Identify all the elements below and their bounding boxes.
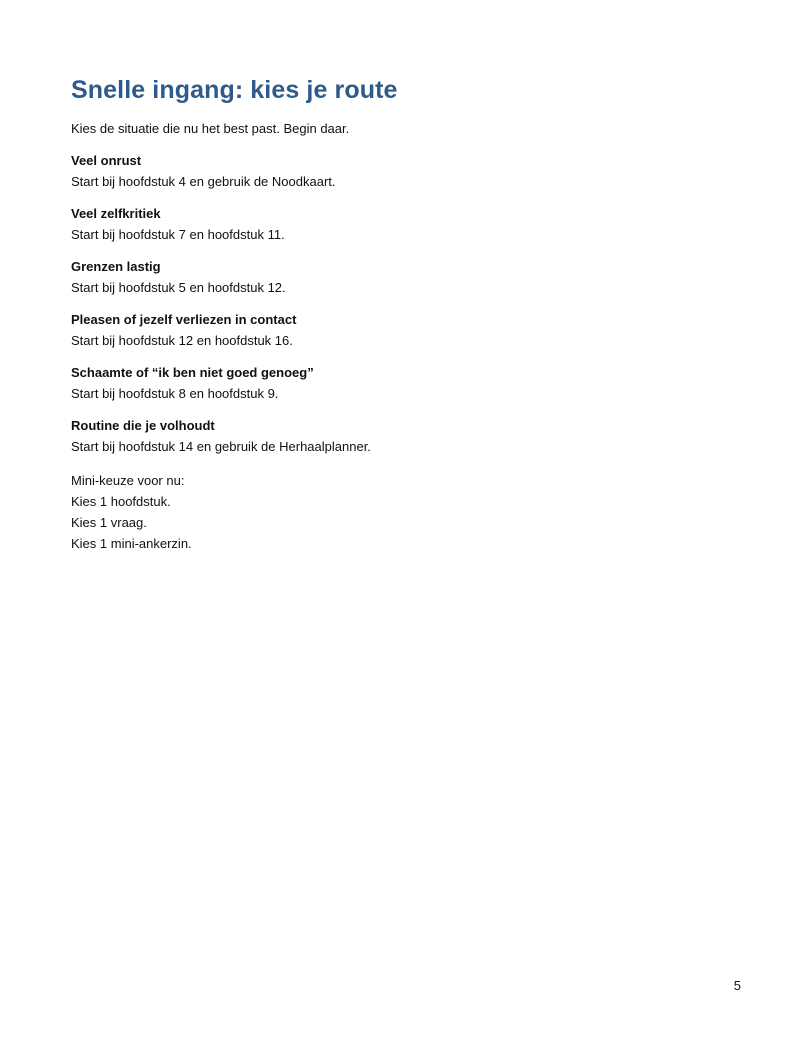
mini-choice-section — [71, 470, 731, 554]
mini-choice-label: Mini-keuze voor nu: — [71, 473, 185, 488]
page-number: 5 — [733, 978, 741, 993]
route-heading: Veel zelfkritiek — [71, 206, 161, 221]
route-section-boundaries — [71, 258, 731, 296]
mini-choice-item: Kies 1 vraag. — [71, 515, 147, 530]
route-instruction: Start bij hoofdstuk 12 en hoofdstuk 16. — [71, 333, 293, 348]
route-section-unrest — [71, 152, 731, 190]
route-section-self-criticism — [71, 205, 731, 243]
page-content — [71, 74, 731, 554]
route-section-shame — [71, 364, 731, 402]
mini-choice-item: Kies 1 hoofdstuk. — [71, 494, 171, 509]
page-title: Snelle ingang: kies je route — [71, 76, 398, 104]
route-section-pleasing — [71, 311, 731, 349]
route-heading: Veel onrust — [71, 153, 142, 168]
route-section-routine — [71, 417, 731, 455]
route-heading: Grenzen lastig — [71, 259, 161, 274]
route-instruction: Start bij hoofdstuk 14 en gebruik de Herhaalplanner. — [71, 439, 371, 454]
route-instruction: Start bij hoofdstuk 5 en hoofdstuk 12. — [71, 280, 286, 295]
route-instruction: Start bij hoofdstuk 7 en hoofdstuk 11. — [71, 227, 285, 242]
route-instruction: Start bij hoofdstuk 8 en hoofdstuk 9. — [71, 386, 279, 401]
mini-choice-item: Kies 1 mini-ankerzin. — [71, 536, 192, 551]
intro-text: Kies de situatie die nu het best past. Begin daar. — [71, 121, 350, 136]
route-heading: Pleasen of jezelf verliezen in contact — [71, 312, 297, 327]
route-instruction: Start bij hoofdstuk 4 en gebruik de Noodkaart. — [71, 174, 336, 189]
route-heading: Schaamte of “ik ben niet goed genoeg” — [71, 365, 314, 380]
route-heading: Routine die je volhoudt — [71, 418, 215, 433]
